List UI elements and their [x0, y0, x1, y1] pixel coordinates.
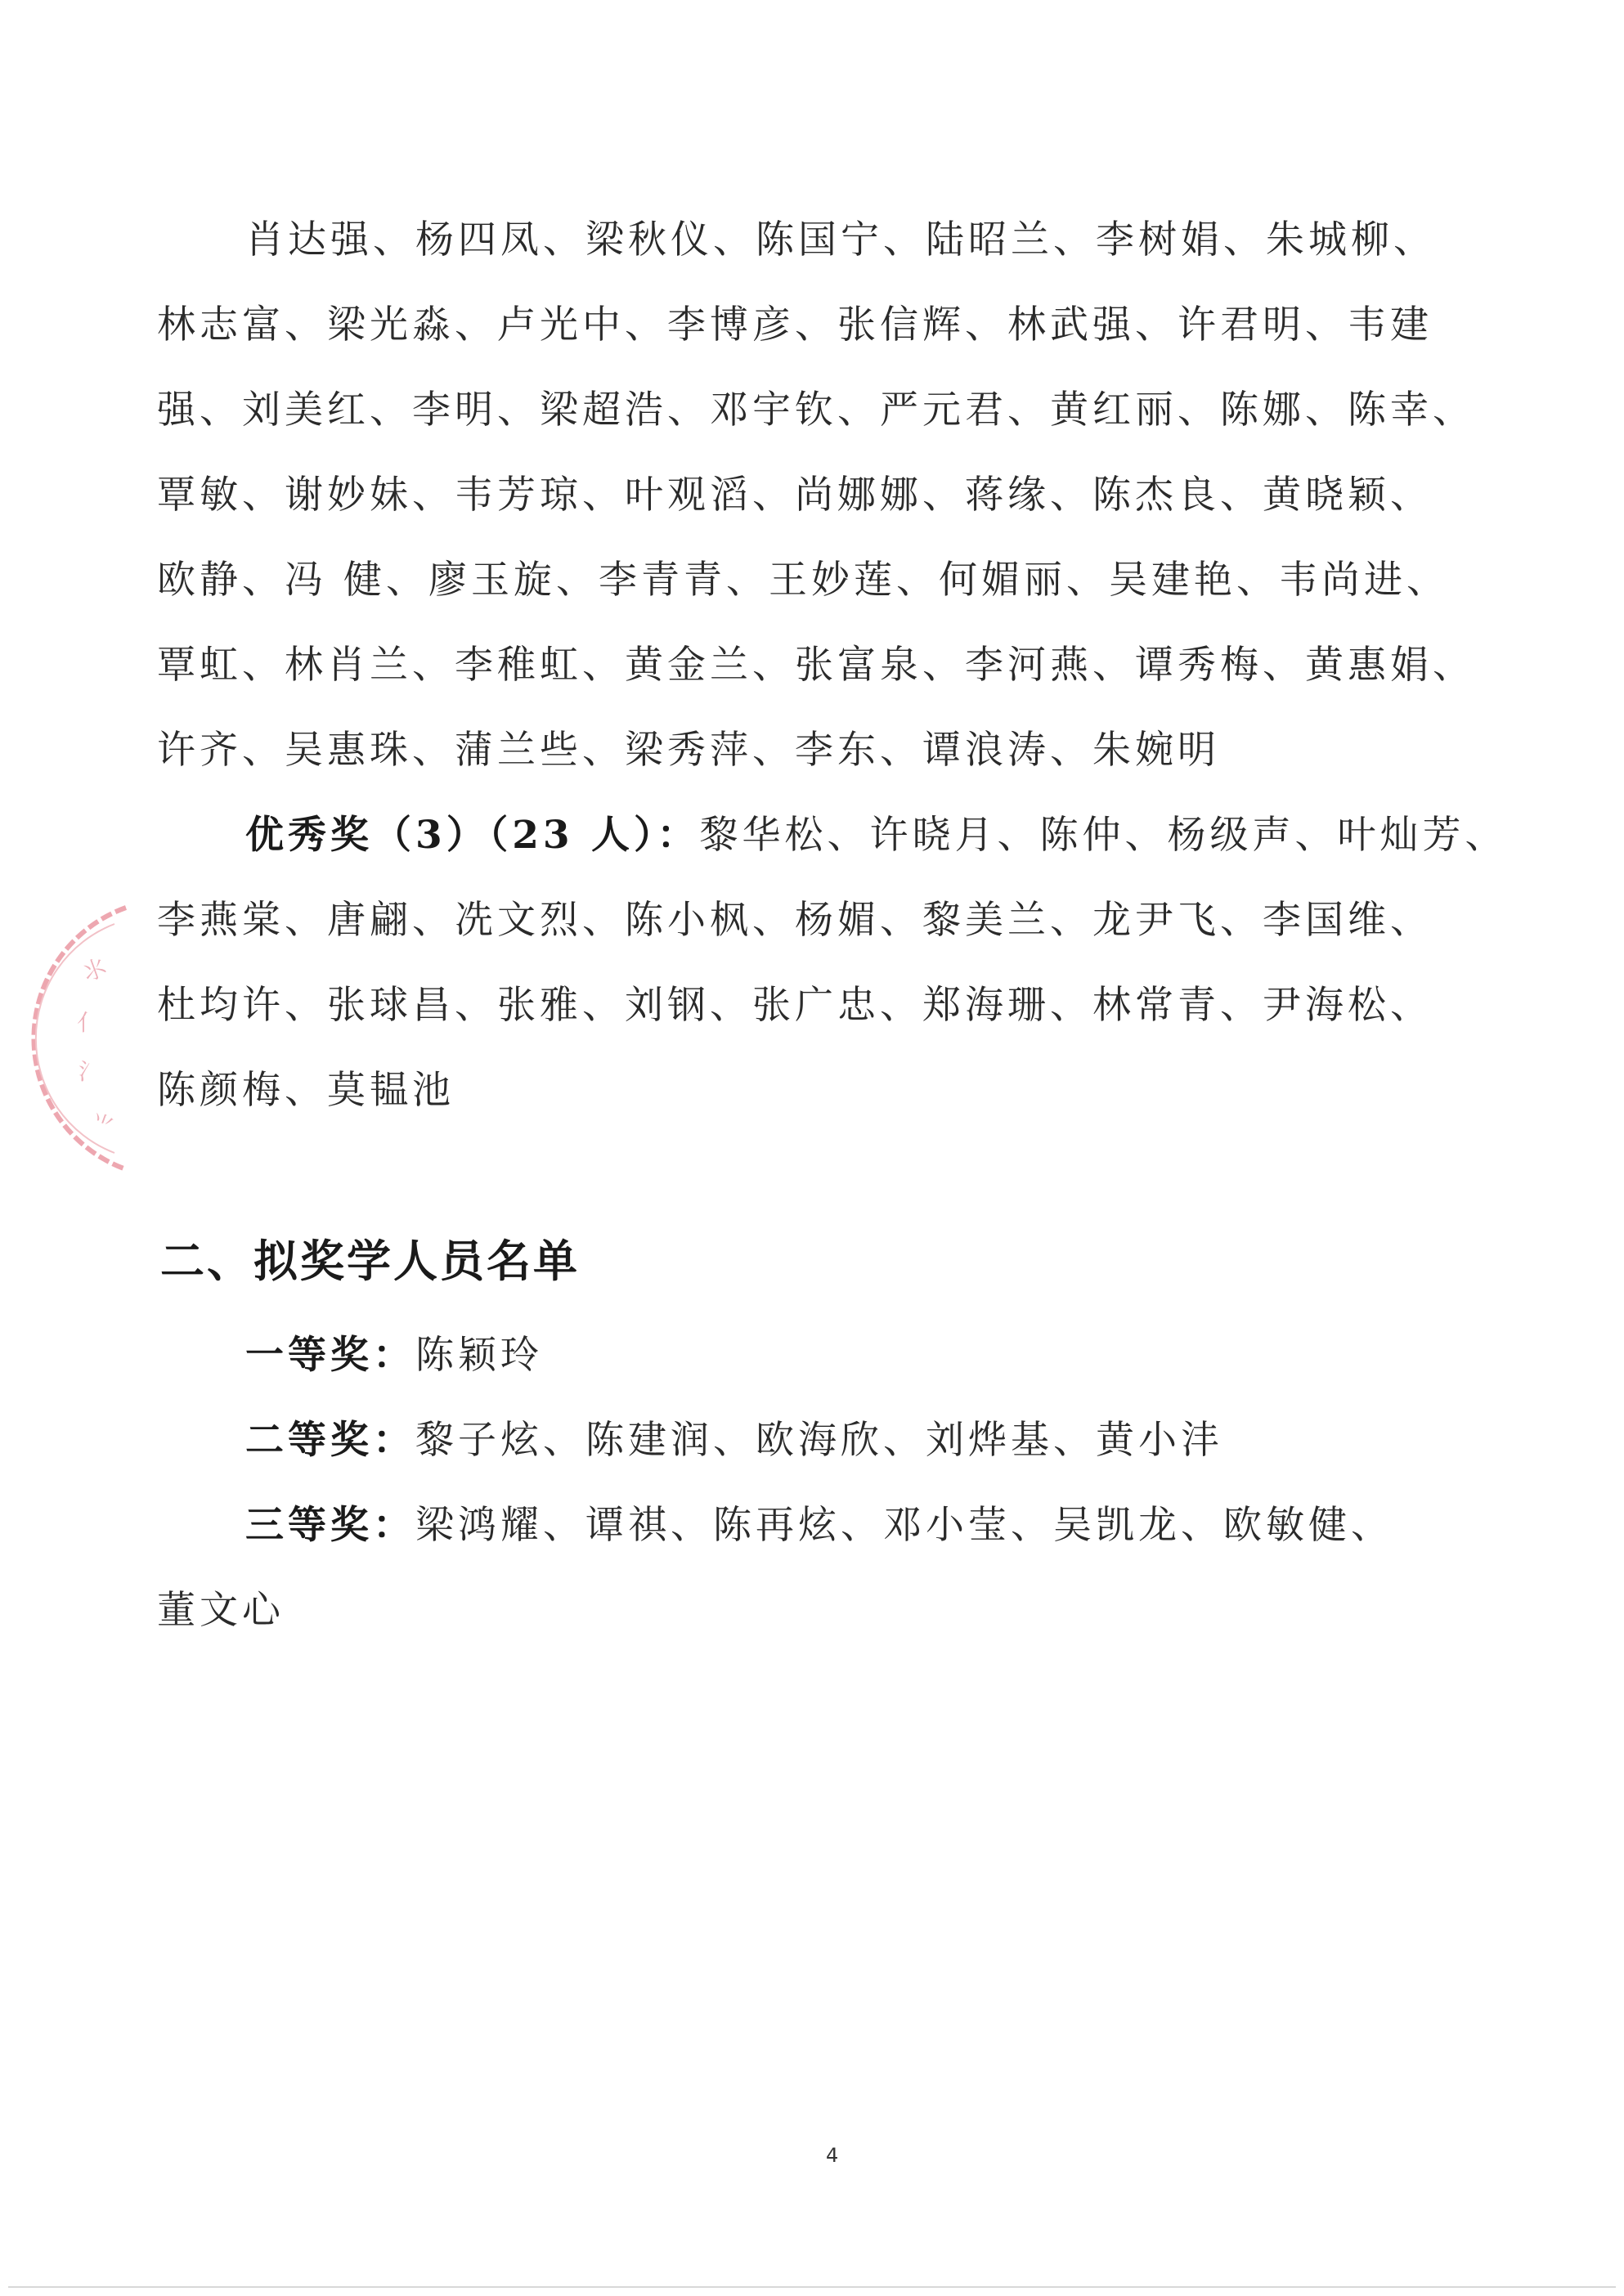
second-prize-line	[245, 1410, 1595, 1464]
first-prize-line	[245, 1325, 1595, 1379]
first-prize-names: 陈颖玲	[415, 1333, 543, 1378]
name-list-line-2: 林志富、梁光淼、卢光中、李博彦、张信辉、林武强、许君明、韦建	[157, 303, 1433, 348]
third-prize-names: 梁鸿耀、谭祺、陈再炫、邓小莹、吴凯龙、欧敏健、	[415, 1503, 1393, 1548]
name-list-line-6: 覃虹、林肖兰、李稚虹、黄金兰、张富泉、李河燕、谭秀梅、黄惠娟、	[157, 643, 1475, 688]
excellent-names-line-3: 杜均许、张球昌、张雅、刘钢、张广忠、郑海珊、林常青、尹海松、	[157, 983, 1433, 1028]
name-list-line-7: 许齐、吴惠珠、蒲兰些、梁秀萍、李东、谭浪涛、朱婉明	[157, 728, 1220, 773]
svg-text:⺌: ⺌	[86, 1108, 118, 1142]
third-prize-names-continued: 董文心	[157, 1588, 285, 1633]
excellent-names-line-4: 陈颜梅、莫韫池	[157, 1068, 455, 1113]
svg-text:⺅: ⺅	[77, 1009, 101, 1036]
first-prize-label: 一等奖：	[245, 1333, 415, 1378]
page-number: 4	[826, 2144, 839, 2167]
svg-text:⺡: ⺡	[79, 1058, 102, 1085]
red-seal-stamp	[29, 891, 128, 1186]
scan-edge-line	[8, 2286, 1616, 2288]
name-list-line-4: 覃敏、谢妙妹、韦芳琼、叶观滔、尚娜娜、蒋缘、陈杰良、黄晓颖、	[157, 473, 1433, 518]
second-prize-names: 黎子炫、陈建润、欧海欣、刘烨基、黄小沣	[415, 1418, 1223, 1463]
excellent-names-line-2: 李燕棠、唐翩、冼文烈、陈小枫、杨媚、黎美兰、龙尹飞、李国维、	[157, 898, 1433, 943]
excellent-award-line	[245, 805, 1595, 859]
name-list-line-1: 肖达强、杨四凤、梁秋仪、陈国宁、陆昭兰、李树娟、朱城柳、	[245, 217, 1436, 262]
excellent-award-label: 优秀奖（3）（23 人）：	[245, 813, 700, 858]
excellent-award-names: 黎华松、许晓月、陈仲、杨级声、叶灿芳、	[699, 813, 1508, 858]
third-prize-label: 三等奖：	[245, 1503, 415, 1548]
name-list-line-3: 强、刘美红、李明、梁超浩、邓宇钦、严元君、黄红丽、陈娜、陈幸、	[157, 388, 1475, 433]
name-list-line-5: 欧静、冯 健、廖玉旋、李青青、王妙莲、何媚丽、吴建艳、韦尚进、	[157, 558, 1449, 603]
svg-text:⺢: ⺢	[79, 953, 110, 987]
second-prize-label: 二等奖：	[245, 1418, 415, 1463]
third-prize-line	[245, 1495, 1595, 1549]
section-heading: 二、拟奖学人员名单	[160, 1235, 580, 1287]
